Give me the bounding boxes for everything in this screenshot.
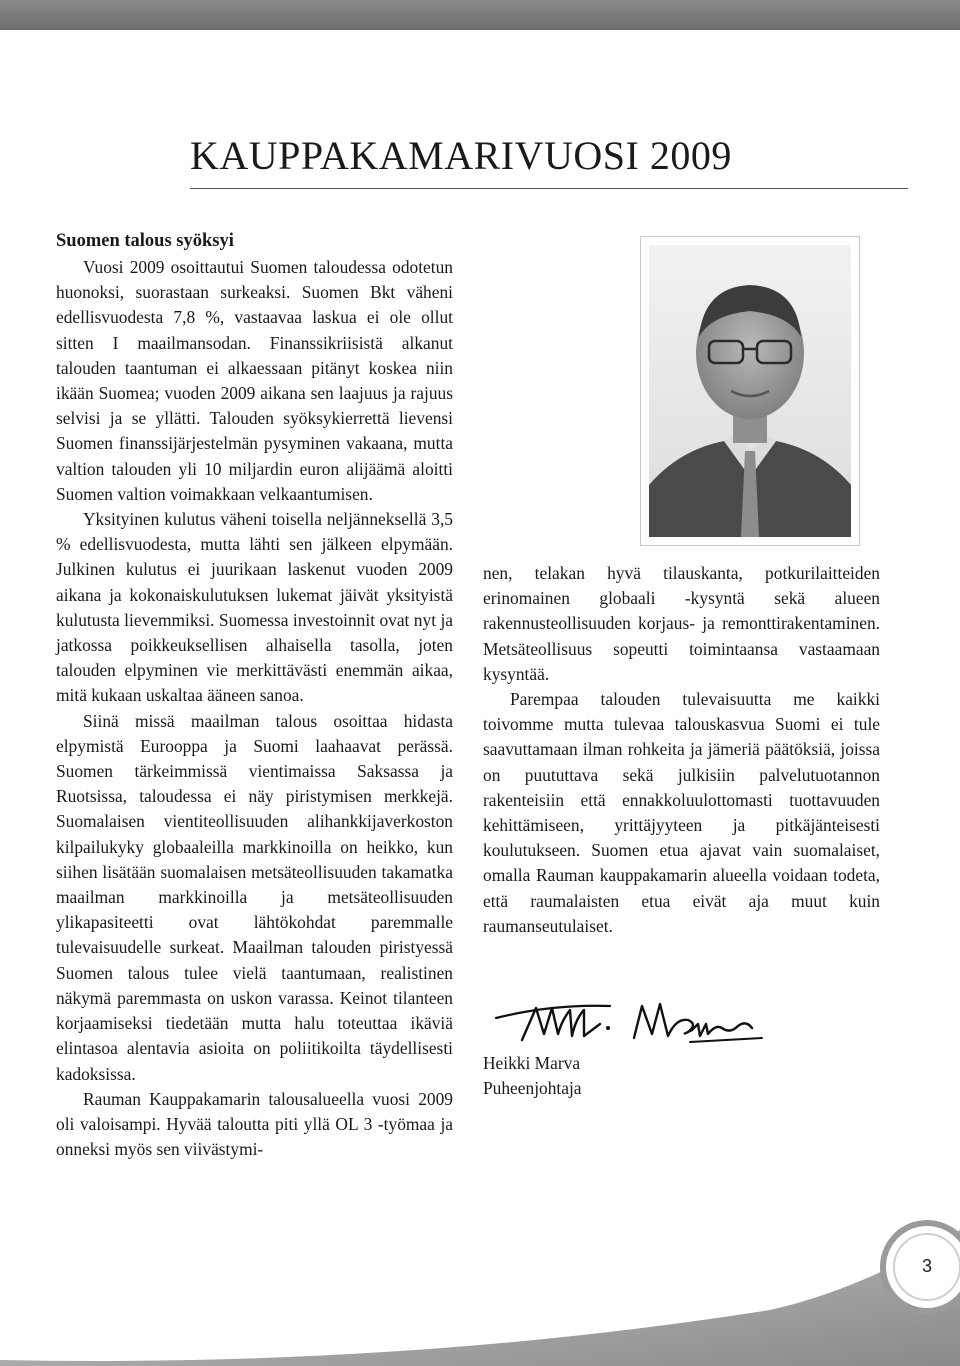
article-heading: Suomen talous syöksyi [56,231,234,251]
page-corner-decoration [0,1200,960,1366]
title-rule [190,188,908,189]
paragraph: nen, telakan hyvä tilauskanta, potkurilaitteiden erinomainen globaali -kysyntä sekä alueen rakennusteollisuuden korjaus- ja remonttirakentaminen. Metsäteollisuus sopeutti toimintaansa vastaamaan kysyntää. [483,563,880,684]
portrait-photo [649,245,851,537]
signatory-role: Puheenjohtaja [483,1078,582,1098]
paragraph: Rauman Kauppakamarin talousalueella vuosi 2009 oli valoisampi. Hyvää taloutta piti yllä OL 3 -työmaa ja onneksi myös sen viivästymi- [56,1088,453,1160]
article-left-column [56,229,453,1162]
portrait-photo-frame [640,236,860,546]
header-band [0,0,960,30]
paragraph: Parempaa talouden tulevaisuutta me kaikki toivomme mutta tulevaa talouskasvua Suomi ei tule saavuttamaan ilman rohkeita ja jämeriä päätöksiä, joissa on puututtava sekä julkisiin palvelutuotannon rakenteisiin että ennakkoluulottomasti tuottavuuden kehittämiseen, yrittäjyyteen ja pitkäjänteisesti koulutukseen. Suomen etua ajavat vain suomalaiset, omalla Rauman kauppakamarin alueella voidaan todeta, että raumalaisten etua eivät aja muut kuin raumanseutulaiset. [483,689,880,936]
paragraph: Siinä missä maailman talous osoittaa hidasta elpymistä Eurooppa ja Suomi laahaavat perässä. Suomen tärkeimmissä vientimaissa Saksassa ja Ruotsissa, taloudessa ei näy piristymisen merkkejä. Suomalaisen vientiteollisuuden alihankkijaverkoston kilpailukyky globaaleilla markkinoilla on heikko, kun siihen lisätään suomalaisen metsäteollisuuden takamatka maailman markkinoilla ja metsäteollisuuden ylikapasiteetti ovat lähtökohdat paremmalle tulevaisuudelle surkeat. Maailman talouden piristyessä Suomen talous tulee vielä taantumaan, realistinen näkymä paremmasta on uskon varassa. Keinot tilanteen korjaamiseksi tiedetään mutta halu toteuttaa ikäviä elintasoa alentavia asioita on poliitikoilta täydellisesti kadoksissa. [56,710,453,1084]
signatory-name: Heikki Marva [483,1053,581,1073]
page-title: KAUPPAKAMARIVUOSI 2009 [190,133,732,178]
paragraph: Yksityinen kulutus väheni toisella neljänneksellä 3,5 % edellisvuodesta, mutta lähti sen jälkeen elpymään. Julkinen kulutus ei juurikaan laskenut vuoden 2009 aikana ja kokonaiskulutuksen lukemat jäivät yksityistä kulutusta lievemmiksi. Suomessa investoinnit ovat nyt ja jatkossa poikkeuksellisen alhaisella tasolla, joten talouden elpyminen vie merkittävästi enemmän aikaa, mitä kukaan uskaltaa ääneen sanoa. [56,509,453,706]
article-right-column [483,561,880,939]
signature-block [483,1051,582,1101]
page-number: 3 [921,1256,932,1276]
handwritten-signature [492,990,792,1050]
paragraph: Vuosi 2009 osoittautui Suomen taloudessa odotetun huonoksi, suorastaan surkeaksi. Suomen Bkt väheni edellisvuodesta 7,8 %, vastaavaa laskua ei ole ollut sitten I maailmansodan. Finanssikriisistä alkanut talouden taantuman ei alkaessaan pitänyt koskea niin ikään Suomea; vuoden 2009 aikana sen laajuus ja rajuus selvisi ja se yllätti. Talouden syöksykierrettä lievensi Suomen finanssijärjestelmän pysyminen vakaana, mutta valtion talouden yli 10 miljardin euron alijäämä aloitti Suomen valtion voimakkaan velkaantumisen. [56,257,453,504]
